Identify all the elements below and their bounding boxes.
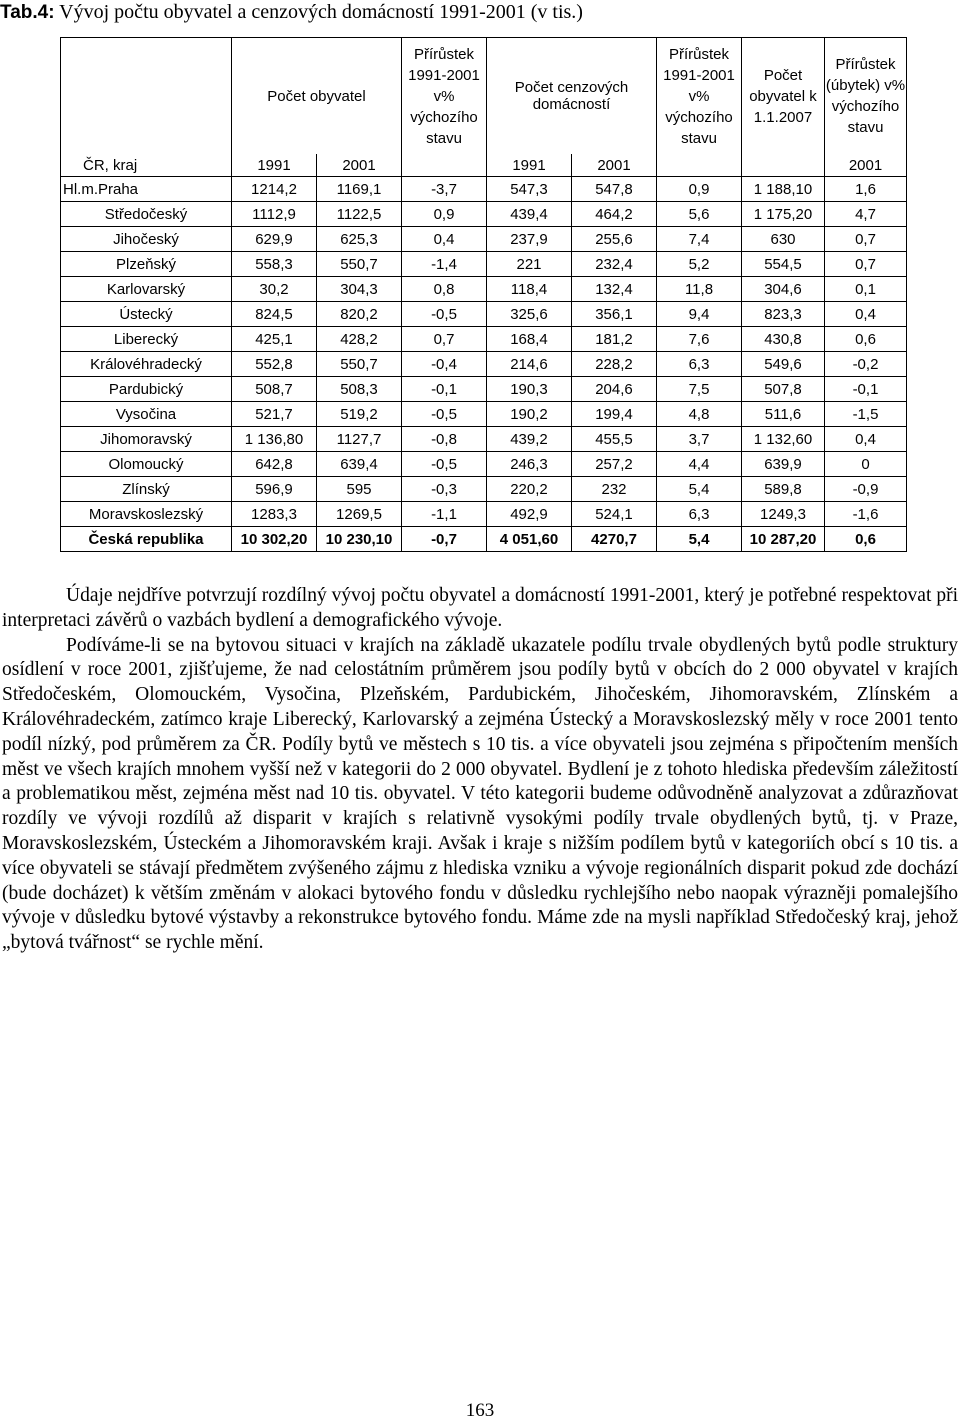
region-name: Plzeňský [61, 252, 232, 277]
cell: 558,3 [232, 252, 317, 277]
region-name: Vysočina [61, 402, 232, 427]
cell: 430,8 [742, 327, 825, 352]
cell: 257,2 [572, 452, 657, 477]
cell: 547,8 [572, 177, 657, 202]
table-label: Tab.4: [0, 2, 55, 23]
cell: 596,9 [232, 477, 317, 502]
cell: 508,7 [232, 377, 317, 402]
cell: 1 188,10 [742, 177, 825, 202]
cell: 232 [572, 477, 657, 502]
cell: 455,5 [572, 427, 657, 452]
cell: 439,4 [487, 202, 572, 227]
cell: 9,4 [657, 302, 742, 327]
cell: 1283,3 [232, 502, 317, 527]
table-row [61, 302, 907, 327]
cell: 181,2 [572, 327, 657, 352]
cell: 0,9 [402, 202, 487, 227]
cell: 7,6 [657, 327, 742, 352]
cell: 7,5 [657, 377, 742, 402]
cell: 820,2 [317, 302, 402, 327]
cell: 464,2 [572, 202, 657, 227]
cell: 823,3 [742, 302, 825, 327]
cell: -0,7 [402, 527, 487, 552]
region-name: Hl.m.Praha [61, 177, 232, 202]
cell: 0,4 [825, 427, 907, 452]
header-households: Počet cenzových domácností [487, 38, 657, 155]
region-name: Středočeský [61, 202, 232, 227]
cell: 524,1 [572, 502, 657, 527]
cell: 304,6 [742, 277, 825, 302]
cell: 639,4 [317, 452, 402, 477]
cell: 4 051,60 [487, 527, 572, 552]
body-text [2, 584, 958, 956]
header-year: 2001 [825, 154, 907, 177]
header-year: 1991 [232, 154, 317, 177]
cell: 0,7 [825, 252, 907, 277]
cell: 11,8 [657, 277, 742, 302]
cell: -1,6 [825, 502, 907, 527]
cell: 629,9 [232, 227, 317, 252]
table-total-row [61, 527, 907, 552]
region-name: Česká republika [61, 527, 232, 552]
region-name: Karlovarský [61, 277, 232, 302]
header-growth-population: Přírůstek 1991-2001 v% výchozího stavu [402, 38, 487, 155]
header-growth-2007: Přírůstek (úbytek) v% výchozího stavu [825, 38, 907, 155]
cell: 6,3 [657, 352, 742, 377]
table-row [61, 427, 907, 452]
table-title [0, 0, 960, 25]
cell: 1249,3 [742, 502, 825, 527]
cell: -0,1 [825, 377, 907, 402]
cell: 246,3 [487, 452, 572, 477]
cell: 552,8 [232, 352, 317, 377]
cell: 199,4 [572, 402, 657, 427]
cell: -0,9 [825, 477, 907, 502]
cell: -0,5 [402, 402, 487, 427]
cell: 5,6 [657, 202, 742, 227]
cell: -0,4 [402, 352, 487, 377]
cell: 595 [317, 477, 402, 502]
table-caption: Vývoj počtu obyvatel a cenzových domácností 1991-2001 (v tis.) [54, 1, 583, 23]
region-name: Olomoucký [61, 452, 232, 477]
cell: 0,6 [825, 327, 907, 352]
cell: 492,9 [487, 502, 572, 527]
cell: 642,8 [232, 452, 317, 477]
cell: 0,9 [657, 177, 742, 202]
cell: 228,2 [572, 352, 657, 377]
cell: 1169,1 [317, 177, 402, 202]
region-name: Ústecký [61, 302, 232, 327]
cell: 1 136,80 [232, 427, 317, 452]
region-name: Liberecký [61, 327, 232, 352]
cell: 5,4 [657, 527, 742, 552]
table-row [61, 227, 907, 252]
cell: 511,6 [742, 402, 825, 427]
header-year: 2001 [572, 154, 657, 177]
header-year: 2001 [317, 154, 402, 177]
cell: 0,4 [825, 302, 907, 327]
cell: 1127,7 [317, 427, 402, 452]
cell: -0,1 [402, 377, 487, 402]
cell: 1214,2 [232, 177, 317, 202]
cell: 10 287,20 [742, 527, 825, 552]
cell: 304,3 [317, 277, 402, 302]
cell: 118,4 [487, 277, 572, 302]
cell: 0,1 [825, 277, 907, 302]
cell: 325,6 [487, 302, 572, 327]
cell: 508,3 [317, 377, 402, 402]
region-name: Moravskoslezský [61, 502, 232, 527]
cell: 639,9 [742, 452, 825, 477]
population-table [60, 37, 907, 552]
cell: 10 230,10 [317, 527, 402, 552]
cell: 10 302,20 [232, 527, 317, 552]
cell: -1,5 [825, 402, 907, 427]
table-row [61, 327, 907, 352]
cell: 5,4 [657, 477, 742, 502]
cell: 550,7 [317, 252, 402, 277]
cell: 0,6 [825, 527, 907, 552]
cell: 132,4 [572, 277, 657, 302]
table-row [61, 277, 907, 302]
cell: -1,4 [402, 252, 487, 277]
table-row [61, 177, 907, 202]
cell: 589,8 [742, 477, 825, 502]
cell: 519,2 [317, 402, 402, 427]
cell: 425,1 [232, 327, 317, 352]
cell: 1 132,60 [742, 427, 825, 452]
cell: 439,2 [487, 427, 572, 452]
cell: 237,9 [487, 227, 572, 252]
region-name: Královéhradecký [61, 352, 232, 377]
cell: -0,3 [402, 477, 487, 502]
cell: 3,7 [657, 427, 742, 452]
cell: 625,3 [317, 227, 402, 252]
cell: -0,5 [402, 452, 487, 477]
cell: 0,4 [402, 227, 487, 252]
region-name: Jihomoravský [61, 427, 232, 452]
cell: 5,2 [657, 252, 742, 277]
cell: 220,2 [487, 477, 572, 502]
cell: 356,1 [572, 302, 657, 327]
table-row [61, 502, 907, 527]
cell: 1 175,20 [742, 202, 825, 227]
cell: 550,7 [317, 352, 402, 377]
cell: 630 [742, 227, 825, 252]
cell: 204,6 [572, 377, 657, 402]
cell: 0,8 [402, 277, 487, 302]
cell: 428,2 [317, 327, 402, 352]
header-year: 1991 [487, 154, 572, 177]
region-name: Jihočeský [61, 227, 232, 252]
cell: 554,5 [742, 252, 825, 277]
cell: 0,7 [825, 227, 907, 252]
table-row [61, 202, 907, 227]
table-row [61, 402, 907, 427]
cell: 255,6 [572, 227, 657, 252]
cell: 214,6 [487, 352, 572, 377]
cell: 547,3 [487, 177, 572, 202]
cell: 168,4 [487, 327, 572, 352]
cell: 190,2 [487, 402, 572, 427]
cell: 1269,5 [317, 502, 402, 527]
header-population-2007: Počet obyvatel k 1.1.2007 [742, 38, 825, 155]
cell: 221 [487, 252, 572, 277]
cell: 6,3 [657, 502, 742, 527]
cell: 1122,5 [317, 202, 402, 227]
cell: -1,1 [402, 502, 487, 527]
cell: 1,6 [825, 177, 907, 202]
paragraph: Podíváme-li se na bytovou situaci v krajích na základě ukazatele podílu trvale obydlených bytů podle struktury osídlení v roce 2001, zjišťujeme, že nad celostátním průměrem jsou podíly bytů v obcích do 2 000 obyvatel v krajích Středočeském, Olomouckém, Vysočina, Plzeňském, Pardubickém, Jihočeském, Jihomoravském, Zlínském a Královéhradeckém, zatímco kraje Liberecký, Karlovarský a zejména Ústecký a Moravskoslezský měly v roce 2001 tento podíl nízký, pod průměrem za ČR. Podíly bytů ve městech s 10 tis. a více obyvateli jsou zejména s připočtením menších měst ve všech krajích mnohem vyšší než v kategorii do 2 000 obyvatel. Bydlení je z tohoto hlediska především záležitostí a problematikou měst, zejména měst nad 10 tis. obyvatel. V této kategorii budeme odůvodněně analyzovat a zdůrazňovat rozdíly ve vývoji rozdílů až disparit v krajích s relativně vysokými podíly trvale obydlených bytů, tj. v Praze, Moravskoslezském, Ústeckém a Jihomoravském kraji. Avšak i kraje s nižším podílem bytů v kategoriích obcí s 10 tis. a více obyvateli se stávají předmětem zvýšeného zájmu z hlediska vzniku a vývoje regionálních disparit pokud zde dochází (bude docházet) k větším změnám v alokaci bytového fondu v důsledku rychlejšího nebo naopak výrazněji pomalejšího vývoje v důsledku bytové výstavby a rekonstrukce bytového fondu. Máme zde na mysli například Středočeský kraj, jehož „bytová tvářnost“ se rychle mění. [2, 634, 958, 954]
table-row [61, 377, 907, 402]
table-row [61, 452, 907, 477]
table-row [61, 477, 907, 502]
region-name: Zlínský [61, 477, 232, 502]
region-name: Pardubický [61, 377, 232, 402]
cell: 0 [825, 452, 907, 477]
cell: 1112,9 [232, 202, 317, 227]
cell: 7,4 [657, 227, 742, 252]
cell: 507,8 [742, 377, 825, 402]
cell: 232,4 [572, 252, 657, 277]
paragraph: Údaje nejdříve potvrzují rozdílný vývoj počtu obyvatel a domácností 1991-2001, který je potřebné respektovat při interpretaci závěrů o vazbách bydlení a demografického vývoje. [2, 585, 958, 631]
cell: 521,7 [232, 402, 317, 427]
table-row [61, 352, 907, 377]
cell: -0,5 [402, 302, 487, 327]
header-years-row [61, 154, 907, 177]
cell: 4270,7 [572, 527, 657, 552]
cell: 4,4 [657, 452, 742, 477]
cell: -0,2 [825, 352, 907, 377]
header-region: ČR, kraj [61, 154, 232, 177]
cell: 4,8 [657, 402, 742, 427]
header-population: Počet obyvatel [232, 38, 402, 155]
header-growth-households: Přírůstek 1991-2001 v% výchozího stavu [657, 38, 742, 155]
cell: -3,7 [402, 177, 487, 202]
page-number: 163 [465, 1400, 495, 1421]
header-row [61, 38, 907, 155]
cell: 4,7 [825, 202, 907, 227]
cell: 0,7 [402, 327, 487, 352]
cell: 30,2 [232, 277, 317, 302]
cell: 549,6 [742, 352, 825, 377]
cell: 190,3 [487, 377, 572, 402]
table-row [61, 252, 907, 277]
cell: -0,8 [402, 427, 487, 452]
cell: 824,5 [232, 302, 317, 327]
